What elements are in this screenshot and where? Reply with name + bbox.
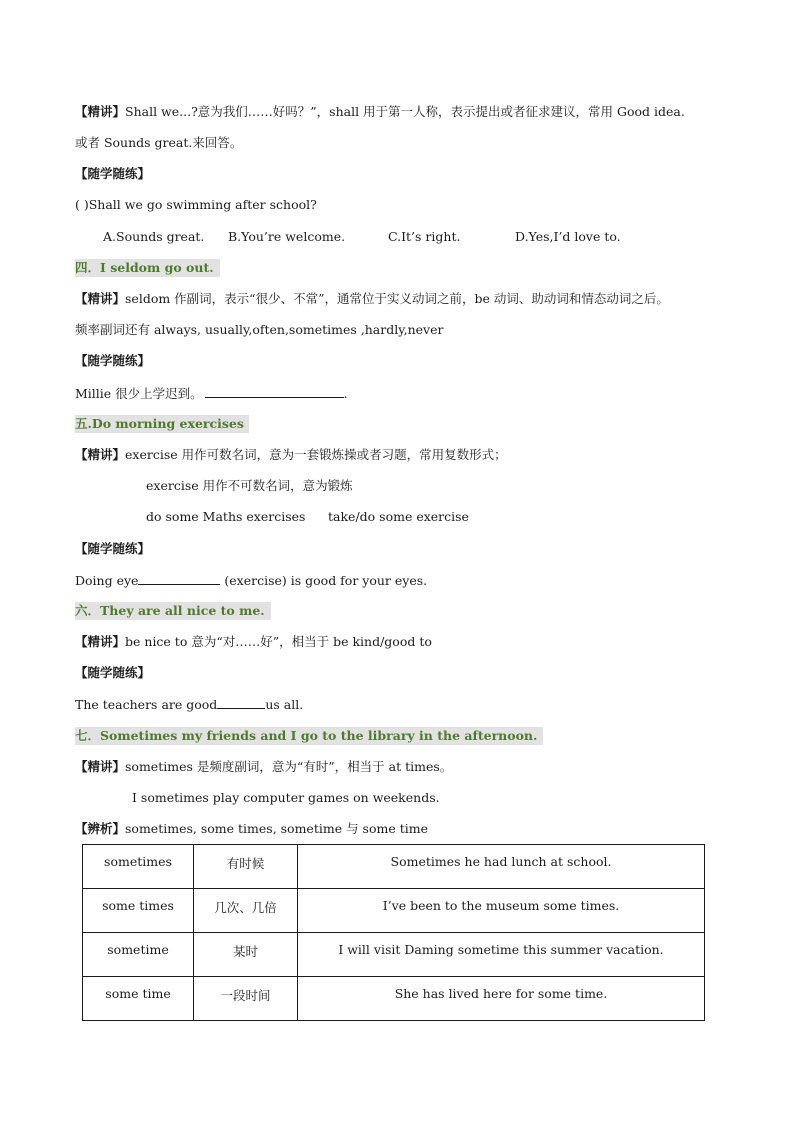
jingjiang-text: sometimes 是频度副词，意为“有时”，相当于 at times。 xyxy=(125,759,453,774)
exercise-line xyxy=(75,385,348,402)
jingjiang-tag: 【精讲】 xyxy=(75,447,126,462)
jingjiang-tag: 【精讲】 xyxy=(75,634,126,649)
paragraph-exercise xyxy=(75,447,507,463)
paragraph-seldom xyxy=(75,291,669,307)
meaning-cell: 一段时间 xyxy=(194,977,298,1021)
section-heading-7: 七．Sometimes my friends and I go to the library in the afternoon. xyxy=(75,727,543,745)
jingjiang-text: be nice to 意为“对……好”，相当于 be kind/good to xyxy=(125,634,432,649)
practice-tag: 【随学随练】 xyxy=(75,166,151,181)
paragraph-nice xyxy=(75,634,432,650)
meaning-cell: 某时 xyxy=(194,933,298,977)
practice-tag: 【随学随练】 xyxy=(75,353,151,368)
answer-blank[interactable] xyxy=(138,572,220,585)
table-row xyxy=(83,933,705,977)
table-row xyxy=(83,889,705,933)
word-cell: sometime xyxy=(83,933,194,977)
example-cell: I’ve been to the museum some times. xyxy=(298,889,705,933)
example-cell: She has lived here for some time. xyxy=(298,977,705,1021)
paragraph-seldom-cont: 频率副词还有 always, usually,often,sometimes ,hardly,never xyxy=(75,322,444,337)
option-b: B.You’re welcome. xyxy=(228,229,346,244)
answer-blank[interactable] xyxy=(217,696,265,709)
word-cell: sometimes xyxy=(83,845,194,889)
word-cell: some times xyxy=(83,889,194,933)
bianxi-text: sometimes, some times, sometime 与 some time xyxy=(125,821,428,836)
paragraph-shall-we-cont xyxy=(75,135,242,151)
paragraph-shall-we xyxy=(75,104,685,120)
section-heading-5: 五.Do morning exercises xyxy=(75,415,249,433)
section-heading-4: 四．I seldom go out. xyxy=(75,259,220,277)
table-row xyxy=(83,977,705,1021)
table-row xyxy=(83,845,705,889)
option-a: A.Sounds great. xyxy=(103,229,205,244)
jingjiang-tag: 【精讲】 xyxy=(75,759,126,774)
jingjiang-tag: 【精讲】 xyxy=(75,104,126,119)
bianxi-line xyxy=(75,821,428,837)
exercise-line xyxy=(75,572,427,589)
exercise-text: Millie 很少上学迟到。 xyxy=(75,386,203,401)
meaning-cell: 几次、几倍 xyxy=(194,889,298,933)
exercise-text-post: (exercise) is good for your eyes. xyxy=(220,573,428,588)
jingjiang-text: seldom 作副词，表示“很少、不常”，通常位于实义动词之前，be 动词、助动词和情态动词之后。 xyxy=(125,291,669,306)
answer-paren: ( ) xyxy=(75,197,89,212)
exercise-text-pre: The teachers are good xyxy=(75,697,218,712)
option-c: C.It’s right. xyxy=(388,229,461,244)
question-line xyxy=(75,197,317,213)
exercise-line xyxy=(75,696,303,713)
example-sentence: I sometimes play computer games on weekends. xyxy=(132,790,440,805)
exercise-text-pre: Doing eye xyxy=(75,573,139,588)
bianxi-tag: 【辨析】 xyxy=(75,821,126,836)
paragraph-sometimes xyxy=(75,759,452,775)
question-text: Shall we go swimming after school? xyxy=(88,197,317,212)
example-cell: Sometimes he had lunch at school. xyxy=(298,845,705,889)
jingjiang-text: Shall we...?意为我们……好吗？”，shall 用于第一人称，表示提出或者征求建议，常用 Good idea. xyxy=(125,104,685,119)
answer-blank[interactable] xyxy=(205,385,344,398)
exercise-text-post: us all. xyxy=(265,697,304,712)
meaning-cell: 有时候 xyxy=(194,845,298,889)
example-1: do some Maths exercises xyxy=(146,509,306,524)
example-2: take/do some exercise xyxy=(328,509,469,524)
jingjiang-text: exercise 用作可数名词，意为一套锻炼操或者习题，常用复数形式； xyxy=(125,447,507,462)
paragraph-exercise-cont: exercise 用作不可数名词，意为锻炼 xyxy=(146,478,353,493)
jingjiang-tag: 【精讲】 xyxy=(75,291,126,306)
practice-tag: 【随学随练】 xyxy=(75,541,151,556)
comparison-table xyxy=(82,844,705,1021)
exercise-end: . xyxy=(343,386,348,401)
practice-tag: 【随学随练】 xyxy=(75,665,151,680)
section-heading-6: 六．They are all nice to me. xyxy=(75,602,271,620)
example-cell: I will visit Daming sometime this summer vacation. xyxy=(298,933,705,977)
option-d: D.Yes,I’d love to. xyxy=(515,229,621,244)
jingjiang-text-cont: 或者 Sounds great.来回答。 xyxy=(75,135,243,150)
word-cell: some time xyxy=(83,977,194,1021)
